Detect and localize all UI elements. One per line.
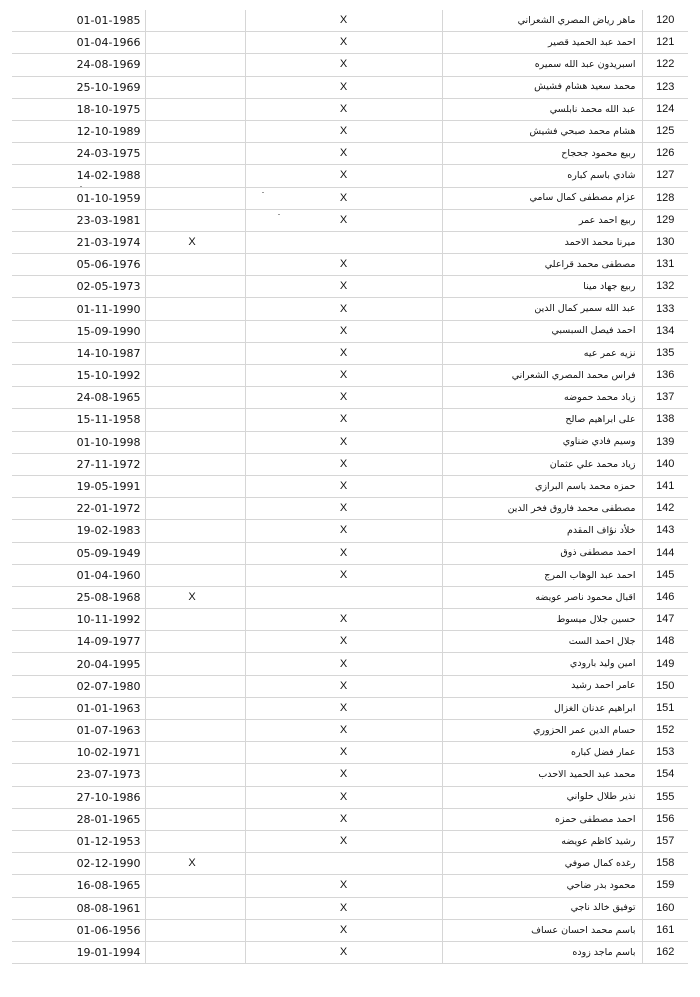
row-number-cell: 120: [642, 10, 688, 32]
name-cell: زياد محمد حموضه: [442, 387, 642, 409]
female-mark-cell: X: [145, 231, 245, 253]
male-mark-cell: [245, 231, 442, 253]
name-cell: نزيه عمر عيه: [442, 342, 642, 364]
female-mark-cell: [145, 165, 245, 187]
female-mark-cell: [145, 808, 245, 830]
male-mark-cell: X: [245, 609, 442, 631]
male-mark-cell: X: [245, 830, 442, 852]
male-mark-cell: [245, 853, 442, 875]
name-cell: ابراهيم عدنان الغزال: [442, 697, 642, 719]
name-cell: حسام الدين عمر الحزوري: [442, 720, 642, 742]
row-number-cell: 140: [642, 453, 688, 475]
table-row: [12, 342, 688, 364]
row-number-cell: 122: [642, 54, 688, 76]
female-mark-cell: [145, 409, 245, 431]
table-row: [12, 697, 688, 719]
row-number-cell: 153: [642, 742, 688, 764]
table-row: [12, 276, 688, 298]
female-mark-cell: [145, 342, 245, 364]
row-number-cell: 132: [642, 276, 688, 298]
male-mark-cell: X: [245, 542, 442, 564]
birth-date-cell: 01-01-1985: [12, 10, 145, 32]
table-row: [12, 808, 688, 830]
birth-date-cell: 15-09-1990: [12, 320, 145, 342]
birth-date-cell: 15-10-1992: [12, 365, 145, 387]
table-row: [12, 32, 688, 54]
row-number-cell: 146: [642, 586, 688, 608]
table-row: [12, 586, 688, 608]
female-mark-cell: [145, 298, 245, 320]
scan-speck: [80, 186, 82, 187]
name-cell: ربيع احمد عمر: [442, 209, 642, 231]
row-number-cell: 129: [642, 209, 688, 231]
female-mark-cell: [145, 875, 245, 897]
female-mark-cell: [145, 764, 245, 786]
male-mark-cell: X: [245, 875, 442, 897]
female-mark-cell: [145, 631, 245, 653]
voter-table: [12, 10, 688, 964]
birth-date-cell: 02-12-1990: [12, 853, 145, 875]
birth-date-cell: 21-03-1974: [12, 231, 145, 253]
row-number-cell: 143: [642, 520, 688, 542]
name-cell: مصطفى محمد فاروق فخر الدين: [442, 498, 642, 520]
table-row: [12, 764, 688, 786]
voter-table-body: [12, 10, 688, 964]
row-number-cell: 150: [642, 675, 688, 697]
name-cell: عامر احمد رشيد: [442, 675, 642, 697]
birth-date-cell: 01-04-1960: [12, 564, 145, 586]
female-mark-cell: [145, 475, 245, 497]
table-row: [12, 564, 688, 586]
name-cell: ميرنا محمد الاحمد: [442, 231, 642, 253]
row-number-cell: 124: [642, 98, 688, 120]
birth-date-cell: 01-04-1966: [12, 32, 145, 54]
female-mark-cell: [145, 720, 245, 742]
table-row: [12, 143, 688, 165]
name-cell: اسبريدون عبد الله سميره: [442, 54, 642, 76]
female-mark-cell: [145, 98, 245, 120]
name-cell: احمد عبد الوهاب المرج: [442, 564, 642, 586]
male-mark-cell: X: [245, 897, 442, 919]
male-mark-cell: X: [245, 653, 442, 675]
row-number-cell: 157: [642, 830, 688, 852]
name-cell: احمد مصطفى ذوق: [442, 542, 642, 564]
row-number-cell: 138: [642, 409, 688, 431]
row-number-cell: 162: [642, 941, 688, 963]
row-number-cell: 159: [642, 875, 688, 897]
male-mark-cell: X: [245, 564, 442, 586]
female-mark-cell: [145, 609, 245, 631]
name-cell: حسين جلال ميسوط: [442, 609, 642, 631]
name-cell: نذير طلال حلواني: [442, 786, 642, 808]
male-mark-cell: X: [245, 10, 442, 32]
female-mark-cell: [145, 564, 245, 586]
birth-date-cell: 24-08-1969: [12, 54, 145, 76]
birth-date-cell: 23-07-1973: [12, 764, 145, 786]
birth-date-cell: 02-05-1973: [12, 276, 145, 298]
table-row: [12, 720, 688, 742]
row-number-cell: 121: [642, 32, 688, 54]
birth-date-cell: 27-11-1972: [12, 453, 145, 475]
birth-date-cell: 18-10-1975: [12, 98, 145, 120]
female-mark-cell: X: [145, 586, 245, 608]
row-number-cell: 141: [642, 475, 688, 497]
table-row: [12, 853, 688, 875]
table-row: [12, 609, 688, 631]
female-mark-cell: [145, 919, 245, 941]
birth-date-cell: 01-07-1963: [12, 720, 145, 742]
female-mark-cell: [145, 320, 245, 342]
row-number-cell: 130: [642, 231, 688, 253]
female-mark-cell: [145, 941, 245, 963]
row-number-cell: 161: [642, 919, 688, 941]
name-cell: احمد فيصل السبسبي: [442, 320, 642, 342]
female-mark-cell: [145, 742, 245, 764]
name-cell: محمود بدر ضاحي: [442, 875, 642, 897]
birth-date-cell: 14-02-1988: [12, 165, 145, 187]
female-mark-cell: [145, 520, 245, 542]
table-row: [12, 941, 688, 963]
row-number-cell: 131: [642, 254, 688, 276]
name-cell: عمار فضل كباره: [442, 742, 642, 764]
name-cell: عبد الله محمد نابلسي: [442, 98, 642, 120]
name-cell: هشام محمد صبحي فشيش: [442, 120, 642, 142]
table-row: [12, 897, 688, 919]
row-number-cell: 145: [642, 564, 688, 586]
row-number-cell: 139: [642, 431, 688, 453]
male-mark-cell: X: [245, 941, 442, 963]
birth-date-cell: 15-11-1958: [12, 409, 145, 431]
male-mark-cell: X: [245, 520, 442, 542]
name-cell: جلال احمد الست: [442, 631, 642, 653]
birth-date-cell: 12-10-1989: [12, 120, 145, 142]
birth-date-cell: 25-10-1969: [12, 76, 145, 98]
row-number-cell: 123: [642, 76, 688, 98]
table-row: [12, 431, 688, 453]
row-number-cell: 144: [642, 542, 688, 564]
male-mark-cell: X: [245, 276, 442, 298]
male-mark-cell: X: [245, 475, 442, 497]
table-row: [12, 98, 688, 120]
female-mark-cell: [145, 209, 245, 231]
birth-date-cell: 01-01-1963: [12, 697, 145, 719]
table-row: [12, 875, 688, 897]
birth-date-cell: 24-08-1965: [12, 387, 145, 409]
table-row: [12, 520, 688, 542]
row-number-cell: 137: [642, 387, 688, 409]
female-mark-cell: [145, 786, 245, 808]
row-number-cell: 125: [642, 120, 688, 142]
row-number-cell: 147: [642, 609, 688, 631]
birth-date-cell: 01-06-1956: [12, 919, 145, 941]
row-number-cell: 155: [642, 786, 688, 808]
male-mark-cell: X: [245, 120, 442, 142]
table-row: [12, 542, 688, 564]
male-mark-cell: X: [245, 697, 442, 719]
table-row: [12, 631, 688, 653]
row-number-cell: 158: [642, 853, 688, 875]
birth-date-cell: 02-07-1980: [12, 675, 145, 697]
birth-date-cell: 28-01-1965: [12, 808, 145, 830]
table-row: [12, 187, 688, 209]
male-mark-cell: X: [245, 54, 442, 76]
male-mark-cell: X: [245, 320, 442, 342]
birth-date-cell: 20-04-1995: [12, 653, 145, 675]
birth-date-cell: 19-02-1983: [12, 520, 145, 542]
table-row: [12, 231, 688, 253]
female-mark-cell: [145, 830, 245, 852]
male-mark-cell: X: [245, 187, 442, 209]
female-mark-cell: [145, 897, 245, 919]
birth-date-cell: 01-10-1998: [12, 431, 145, 453]
name-cell: حمزه محمد باسم البرازي: [442, 475, 642, 497]
table-row: [12, 453, 688, 475]
female-mark-cell: [145, 542, 245, 564]
name-cell: على ابراهيم صالح: [442, 409, 642, 431]
name-cell: ماهر رياض المصري الشعراني: [442, 10, 642, 32]
name-cell: احمد عبد الحميد قصير: [442, 32, 642, 54]
male-mark-cell: X: [245, 165, 442, 187]
table-row: [12, 653, 688, 675]
birth-date-cell: 10-02-1971: [12, 742, 145, 764]
male-mark-cell: X: [245, 209, 442, 231]
male-mark-cell: X: [245, 143, 442, 165]
female-mark-cell: [145, 365, 245, 387]
female-mark-cell: [145, 387, 245, 409]
table-row: [12, 498, 688, 520]
name-cell: زياد محمد علي عثمان: [442, 453, 642, 475]
table-row: [12, 54, 688, 76]
birth-date-cell: 14-10-1987: [12, 342, 145, 364]
name-cell: شادي باسم كباره: [442, 165, 642, 187]
row-number-cell: 149: [642, 653, 688, 675]
row-number-cell: 133: [642, 298, 688, 320]
table-row: [12, 10, 688, 32]
name-cell: عبد الله سمير كمال الدين: [442, 298, 642, 320]
birth-date-cell: 10-11-1992: [12, 609, 145, 631]
female-mark-cell: [145, 498, 245, 520]
row-number-cell: 134: [642, 320, 688, 342]
row-number-cell: 160: [642, 897, 688, 919]
row-number-cell: 135: [642, 342, 688, 364]
male-mark-cell: X: [245, 919, 442, 941]
table-row: [12, 120, 688, 142]
female-mark-cell: [145, 143, 245, 165]
name-cell: فراس محمد المصري الشعراني: [442, 365, 642, 387]
name-cell: ربيع محمود جحجاح: [442, 143, 642, 165]
table-row: [12, 830, 688, 852]
table-row: [12, 209, 688, 231]
table-row: [12, 742, 688, 764]
row-number-cell: 156: [642, 808, 688, 830]
name-cell: توفيق خالد ناجي: [442, 897, 642, 919]
table-row: [12, 475, 688, 497]
scan-speck: [278, 214, 280, 215]
male-mark-cell: X: [245, 498, 442, 520]
name-cell: امين وليد بارودي: [442, 653, 642, 675]
birth-date-cell: 22-01-1972: [12, 498, 145, 520]
birth-date-cell: 19-05-1991: [12, 475, 145, 497]
male-mark-cell: X: [245, 409, 442, 431]
male-mark-cell: X: [245, 298, 442, 320]
birth-date-cell: 01-11-1990: [12, 298, 145, 320]
female-mark-cell: [145, 254, 245, 276]
birth-date-cell: 16-08-1965: [12, 875, 145, 897]
female-mark-cell: [145, 675, 245, 697]
birth-date-cell: 01-10-1959: [12, 187, 145, 209]
male-mark-cell: X: [245, 98, 442, 120]
row-number-cell: 128: [642, 187, 688, 209]
name-cell: خلأد نؤاف المقدم: [442, 520, 642, 542]
name-cell: رشيد كاظم عويضه: [442, 830, 642, 852]
male-mark-cell: X: [245, 342, 442, 364]
female-mark-cell: [145, 453, 245, 475]
row-number-cell: 152: [642, 720, 688, 742]
name-cell: ربيع جهاد مينا: [442, 276, 642, 298]
birth-date-cell: 23-03-1981: [12, 209, 145, 231]
male-mark-cell: X: [245, 365, 442, 387]
table-row: [12, 919, 688, 941]
birth-date-cell: 05-09-1949: [12, 542, 145, 564]
male-mark-cell: X: [245, 453, 442, 475]
female-mark-cell: [145, 32, 245, 54]
name-cell: عزام مصطفى كمال سامي: [442, 187, 642, 209]
female-mark-cell: [145, 187, 245, 209]
table-row: [12, 320, 688, 342]
name-cell: محمد سعيد هشام فشيش: [442, 76, 642, 98]
table-row: [12, 165, 688, 187]
birth-date-cell: 27-10-1986: [12, 786, 145, 808]
row-number-cell: 142: [642, 498, 688, 520]
male-mark-cell: X: [245, 387, 442, 409]
female-mark-cell: [145, 276, 245, 298]
male-mark-cell: X: [245, 742, 442, 764]
row-number-cell: 127: [642, 165, 688, 187]
birth-date-cell: 01-12-1953: [12, 830, 145, 852]
male-mark-cell: X: [245, 720, 442, 742]
table-row: [12, 76, 688, 98]
female-mark-cell: [145, 697, 245, 719]
male-mark-cell: X: [245, 808, 442, 830]
birth-date-cell: 08-08-1961: [12, 897, 145, 919]
female-mark-cell: [145, 76, 245, 98]
female-mark-cell: [145, 10, 245, 32]
male-mark-cell: X: [245, 32, 442, 54]
row-number-cell: 126: [642, 143, 688, 165]
name-cell: باسم محمد احسان عساف: [442, 919, 642, 941]
male-mark-cell: X: [245, 76, 442, 98]
row-number-cell: 151: [642, 697, 688, 719]
birth-date-cell: 05-06-1976: [12, 254, 145, 276]
row-number-cell: 148: [642, 631, 688, 653]
male-mark-cell: X: [245, 786, 442, 808]
table-row: [12, 409, 688, 431]
birth-date-cell: 24-03-1975: [12, 143, 145, 165]
female-mark-cell: X: [145, 853, 245, 875]
table-row: [12, 254, 688, 276]
male-mark-cell: [245, 586, 442, 608]
name-cell: احمد مصطفى حمزه: [442, 808, 642, 830]
birth-date-cell: 19-01-1994: [12, 941, 145, 963]
female-mark-cell: [145, 431, 245, 453]
name-cell: رغده كمال صوفي: [442, 853, 642, 875]
name-cell: مصطفى محمد قراعلي: [442, 254, 642, 276]
table-row: [12, 298, 688, 320]
male-mark-cell: X: [245, 764, 442, 786]
scan-speck: [262, 192, 264, 193]
birth-date-cell: 25-08-1968: [12, 586, 145, 608]
male-mark-cell: X: [245, 631, 442, 653]
table-row: [12, 365, 688, 387]
male-mark-cell: X: [245, 675, 442, 697]
name-cell: اقبال محمود ناصر عويضه: [442, 586, 642, 608]
table-row: [12, 786, 688, 808]
name-cell: محمد عبد الحميد الاحدب: [442, 764, 642, 786]
row-number-cell: 154: [642, 764, 688, 786]
female-mark-cell: [145, 653, 245, 675]
female-mark-cell: [145, 54, 245, 76]
birth-date-cell: 14-09-1977: [12, 631, 145, 653]
voter-list-sheet: [12, 10, 688, 964]
table-row: [12, 387, 688, 409]
female-mark-cell: [145, 120, 245, 142]
row-number-cell: 136: [642, 365, 688, 387]
table-row: [12, 675, 688, 697]
male-mark-cell: X: [245, 431, 442, 453]
name-cell: باسم ماجد زوده: [442, 941, 642, 963]
name-cell: وسيم فادي ضناوي: [442, 431, 642, 453]
male-mark-cell: X: [245, 254, 442, 276]
